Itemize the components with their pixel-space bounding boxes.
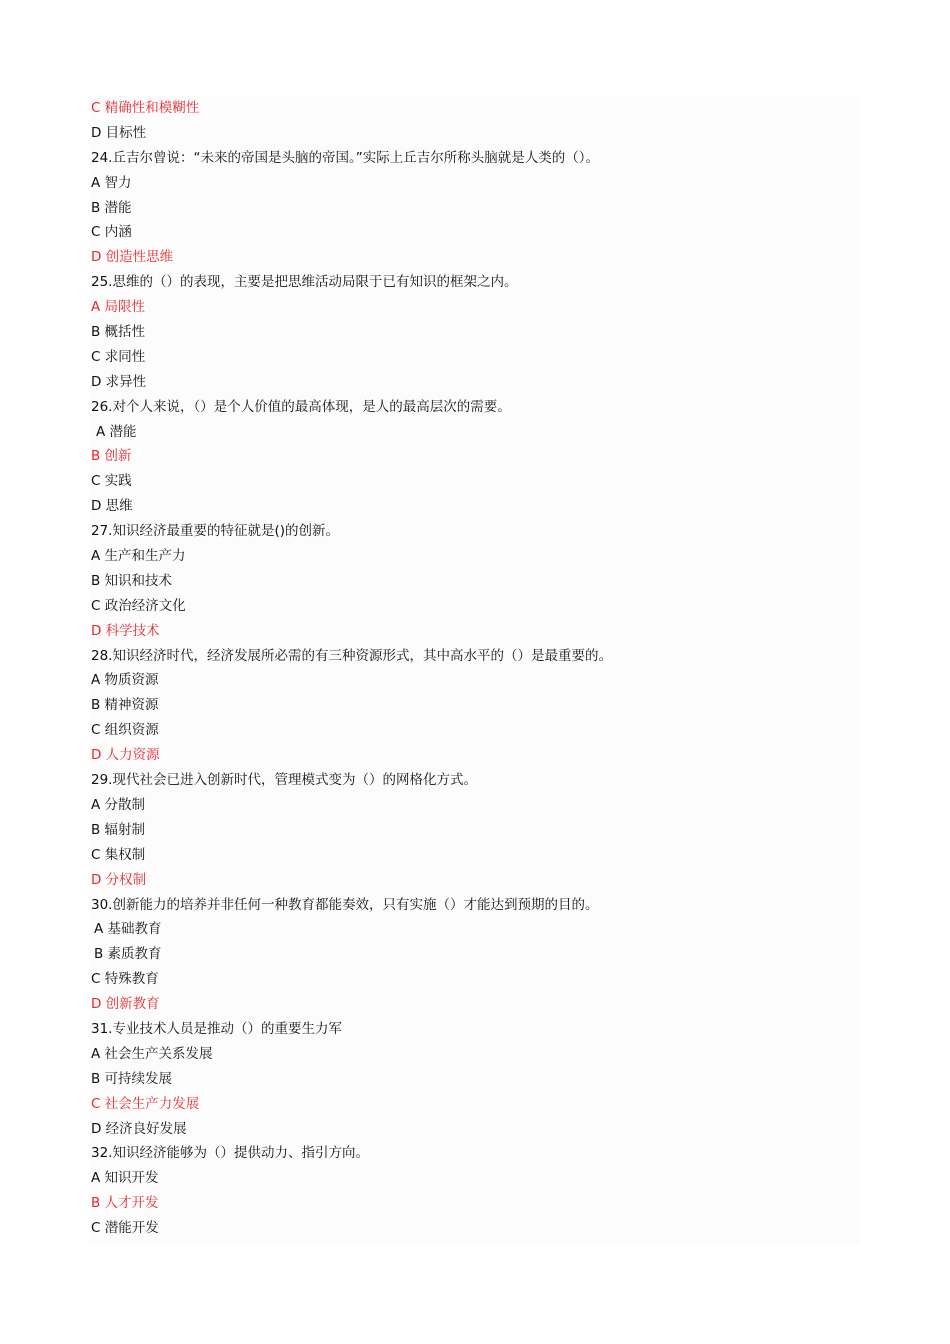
- option-text: D 目标性: [91, 124, 147, 141]
- document-page: [90, 96, 860, 1244]
- answer-option: B 人才开发: [91, 1195, 159, 1212]
- answer-option: D 分权制: [91, 871, 147, 888]
- answer-option: A 局限性: [91, 299, 146, 316]
- option-text: A 智力: [91, 174, 132, 191]
- answer-option: D 科学技术: [91, 622, 160, 639]
- question-text: 31.专业技术人员是推动（）的重要生力军: [91, 1020, 342, 1037]
- answer-option: B 创新: [91, 448, 132, 465]
- option-text: C 实践: [91, 473, 132, 490]
- option-text: D 思维: [91, 498, 133, 515]
- option-text: A 物质资源: [91, 672, 159, 689]
- option-text: B 概括性: [91, 324, 146, 341]
- question-text: 24.丘吉尔曾说：“未来的帝国是头脑的帝国。”实际上丘吉尔所称头脑就是人类的（）。: [91, 149, 599, 166]
- option-text: D 求异性: [91, 373, 147, 390]
- option-text: A 社会生产关系发展: [91, 1045, 213, 1062]
- option-text: B 素质教育: [94, 946, 162, 963]
- option-text: A 生产和生产力: [91, 548, 186, 565]
- answer-option: D 人力资源: [91, 747, 160, 764]
- option-text: C 政治经济文化: [91, 597, 186, 614]
- answer-option: C 精确性和模糊性: [91, 100, 200, 116]
- question-text: 32.知识经济能够为（）提供动力、指引方向。: [91, 1145, 369, 1162]
- question-text: 27.知识经济最重要的特征就是()的创新。: [91, 523, 340, 540]
- option-text: B 知识和技术: [91, 572, 173, 589]
- question-text: 30.创新能力的培养并非任何一种教育都能奏效，只有实施（）才能达到预期的目的。: [91, 896, 599, 913]
- option-text: C 组织资源: [91, 722, 159, 739]
- option-text: B 潜能: [91, 199, 132, 216]
- option-text: C 内涵: [91, 224, 132, 241]
- option-text: B 精神资源: [91, 697, 159, 714]
- option-text: C 求同性: [91, 348, 146, 365]
- option-text: A 基础教育: [94, 921, 162, 938]
- question-text: 29.现代社会已进入创新时代，管理模式变为（）的网格化方式。: [91, 772, 477, 789]
- option-text: B 可持续发展: [91, 1070, 173, 1087]
- answer-option: D 创新教育: [91, 996, 160, 1013]
- question-text: 28.知识经济时代，经济发展所必需的有三种资源形式，其中高水平的（）是最重要的。: [91, 647, 612, 664]
- question-text: 26.对个人来说，（）是个人价值的最高体现，是人的最高层次的需要。: [91, 398, 511, 415]
- option-text: C 集权制: [91, 846, 146, 863]
- option-text: D 经济良好发展: [91, 1120, 187, 1137]
- question-text: 25.思维的（）的表现，主要是把思维活动局限于已有知识的框架之内。: [91, 274, 518, 291]
- option-text: A 潜能: [96, 423, 137, 440]
- option-text: C 潜能开发: [91, 1220, 159, 1237]
- answer-option: C 社会生产力发展: [91, 1095, 200, 1112]
- option-text: C 特殊教育: [91, 971, 159, 988]
- option-text: B 辐射制: [91, 821, 146, 838]
- option-text: A 分散制: [91, 796, 146, 813]
- option-text: A 知识开发: [91, 1170, 159, 1187]
- answer-option: D 创造性思维: [91, 249, 174, 266]
